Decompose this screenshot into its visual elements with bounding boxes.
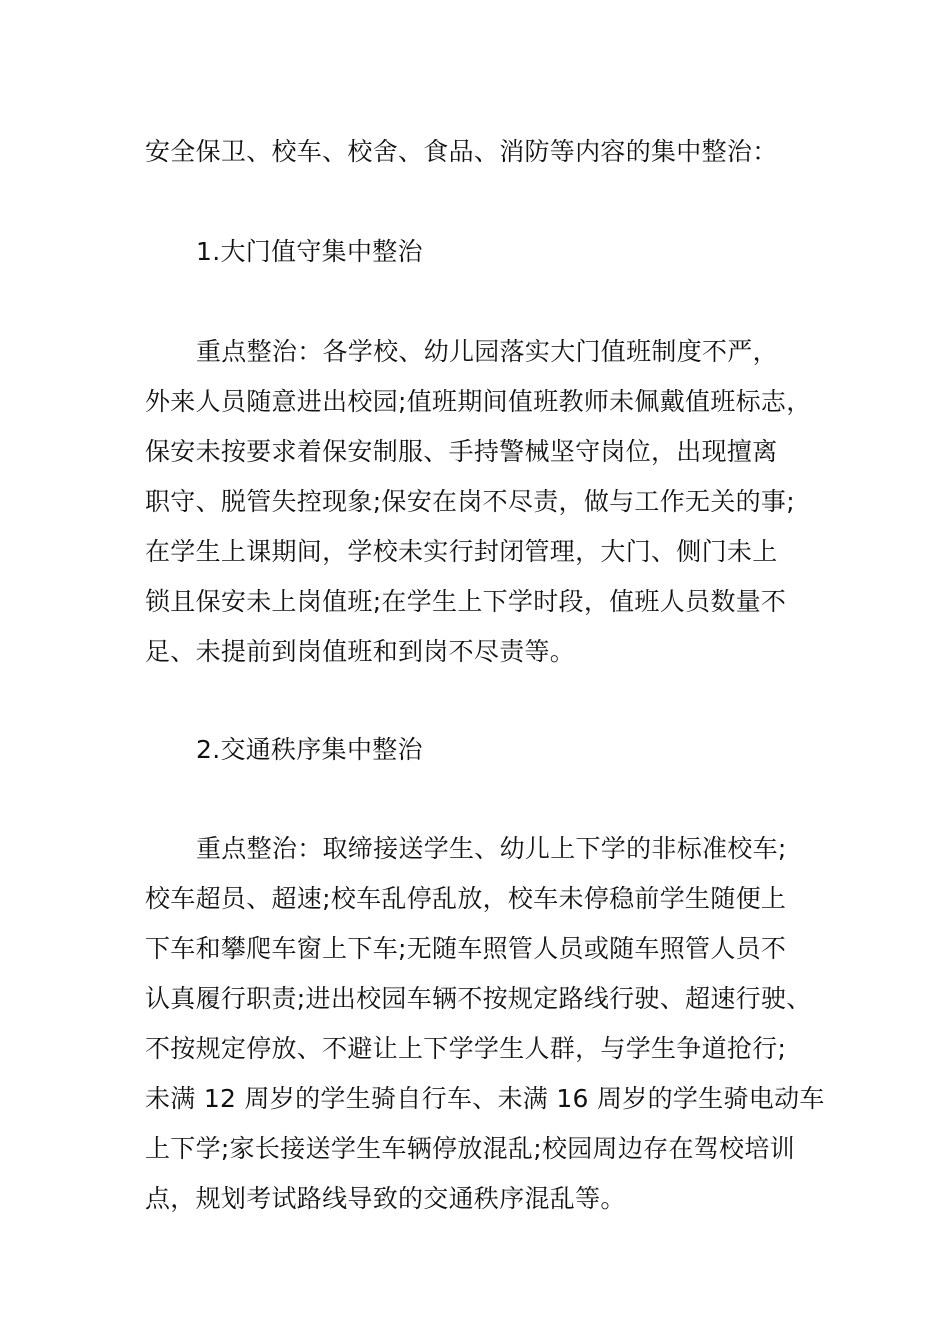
section-1-body-line: 外来人员随意进出校园;值班期间值班教师未佩戴值班标志， bbox=[145, 387, 812, 416]
section-2-body-line: 点，规划考试路线导致的交通秩序混乱等。 bbox=[145, 1184, 626, 1213]
section-2-body-line: 认真履行职责;进出校园车辆不按规定路线行驶、超速行驶、 bbox=[145, 984, 812, 1013]
section-1-body-line: 在学生上课期间，学校未实行封闭管理，大门、侧门未上 bbox=[145, 537, 778, 566]
section-1-heading: 1.大门值守集中整治 bbox=[196, 237, 423, 266]
section-2-body-line: 重点整治：取缔接送学生、幼儿上下学的非标准校车; bbox=[196, 834, 787, 863]
section-2-body-line: 上下学;家长接送学生车辆停放混乱;校园周边存在驾校培训 bbox=[145, 1134, 795, 1163]
section-2-body-line: 校车超员、超速;校车乱停乱放，校车未停稳前学生随便上 bbox=[145, 884, 787, 913]
section-1-body-line: 重点整治：各学校、幼儿园落实大门值班制度不严， bbox=[196, 337, 778, 366]
section-1-body-line: 保安未按要求着保安制服、手持警械坚守岗位，出现擅离 bbox=[145, 437, 778, 466]
section-2-body-line: 不按规定停放、不避让上下学学生人群，与学生争道抢行; bbox=[145, 1034, 787, 1063]
section-2-heading: 2.交通秩序集中整治 bbox=[196, 735, 423, 764]
section-1-body-line: 职守、脱管失控现象;保安在岗不尽责，做与工作无关的事; bbox=[145, 487, 795, 516]
section-1-body-line: 锁且保安未上岗值班;在学生上下学时段，值班人员数量不 bbox=[145, 587, 787, 616]
section-2-body-line: 未满 12 周岁的学生骑自行车、未满 16 周岁的学生骑电动车 bbox=[145, 1084, 825, 1113]
section-1-body-line: 足、未提前到岗值班和到岗不尽责等。 bbox=[145, 637, 576, 666]
intro-paragraph: 安全保卫、校车、校舍、食品、消防等内容的集中整治： bbox=[145, 137, 778, 166]
section-2-body-line: 下车和攀爬车窗上下车;无随车照管人员或随车照管人员不 bbox=[145, 934, 787, 963]
